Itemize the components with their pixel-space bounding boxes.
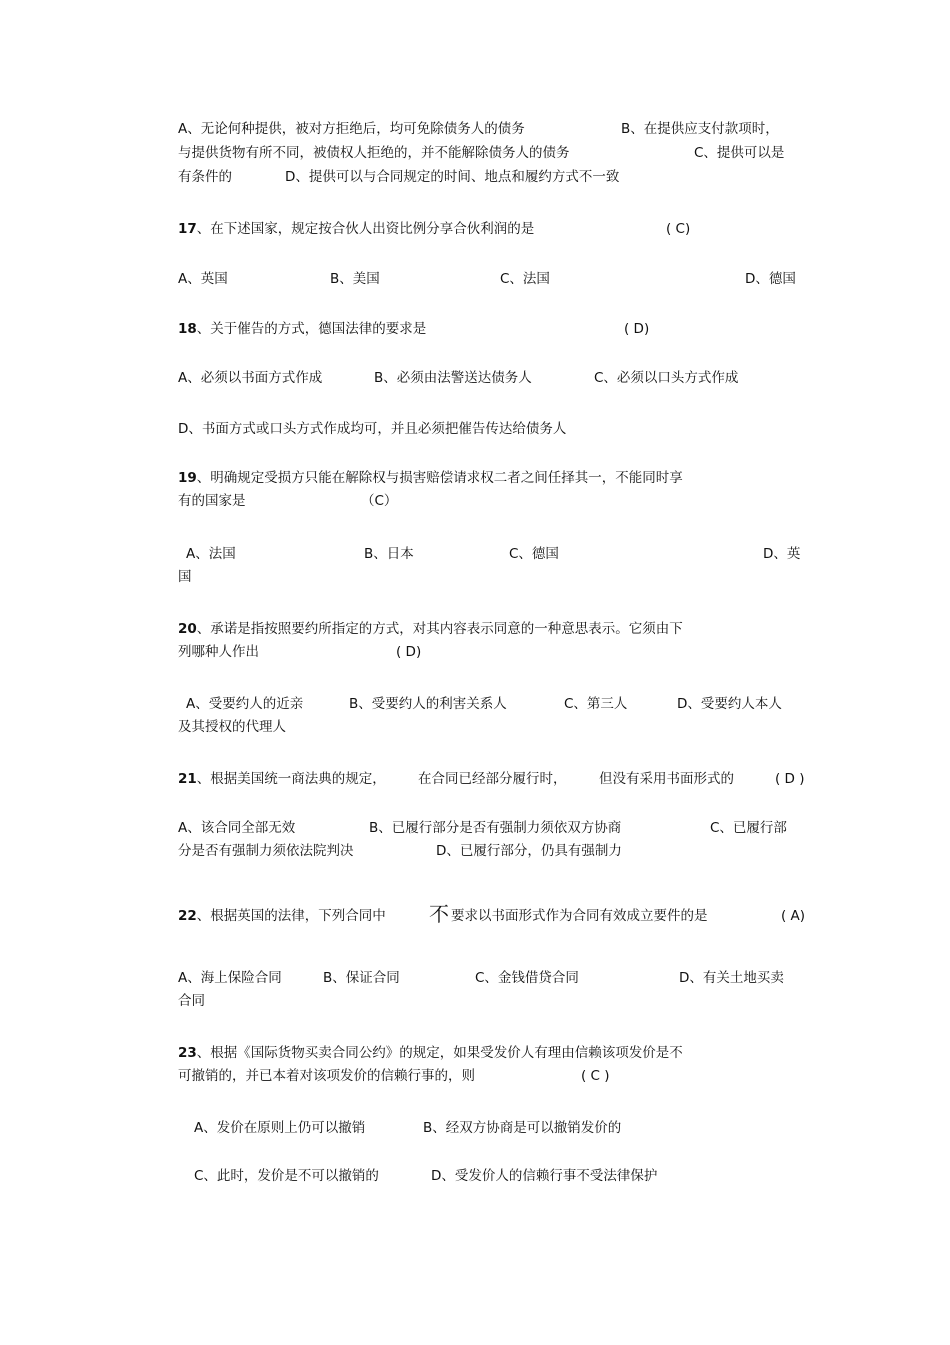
answer-label: ( D ): [775, 771, 805, 787]
option-b: B、必须由法警送达债务人: [374, 370, 532, 386]
option-d: D、有关土地买卖: [679, 970, 784, 986]
q16-option-line: [178, 166, 620, 189]
option-d: D、德国: [745, 271, 796, 287]
option-c: C、已履行部: [710, 820, 787, 836]
option-a: A、该合同全部无效: [178, 820, 296, 836]
option-a: A、海上保险合同: [178, 970, 282, 986]
option-c: C、此时，发价是不可以撤销的: [194, 1168, 379, 1184]
question-text: 、关于催告的方式，德国法律的要求是: [196, 321, 427, 337]
q16-option-a: A、无论何种提供，被对方拒绝后，均可免除债务人的债务: [178, 121, 525, 137]
option-d-cont: 合同: [178, 993, 205, 1009]
option-c: C、金钱借贷合同: [475, 970, 579, 986]
emphasized-character: 不: [429, 902, 449, 926]
answer-label: ( D): [624, 321, 650, 337]
option-b: B、经双方协商是可以撤销发价的: [423, 1120, 622, 1136]
question-21: [178, 768, 805, 791]
q20-option-d-cont: [178, 716, 286, 739]
option-b: B、已履行部分是否有强制力须依双方协商: [369, 820, 622, 836]
option-b: B、美国: [330, 271, 380, 287]
answer-label: （C）: [361, 493, 398, 509]
q16-option-c-cont: 有条件的: [178, 169, 232, 185]
question-text: 但没有采用书面形式的: [599, 771, 734, 787]
option-a: A、英国: [178, 271, 228, 287]
question-22: [178, 902, 806, 928]
question-text: 列哪种人作出: [178, 644, 259, 660]
option-d: D、书面方式或口头方式作成均可，并且必须把催告传达给债务人: [178, 421, 567, 437]
question-number: 23: [178, 1045, 197, 1061]
question-23-cont: [178, 1065, 610, 1088]
option-d: D、受发价人的信赖行事不受法律保护: [431, 1168, 658, 1184]
option-b: B、日本: [364, 546, 414, 562]
question-number: 19: [178, 470, 197, 486]
question-23: [178, 1042, 683, 1065]
option-c: C、法国: [500, 271, 550, 287]
question-text: 可撤销的，并已本着对该项发价的信赖行事的，则: [178, 1068, 475, 1084]
question-text: 要求以书面形式作为合同有效成立要件的是: [451, 908, 708, 924]
answer-label: ( D): [396, 644, 422, 660]
option-a: A、必须以书面方式作成: [178, 370, 323, 386]
question-text: 有的国家是: [178, 493, 246, 509]
option-d: D、已履行部分，仍具有强制力: [436, 843, 622, 859]
option-a: A、法国: [186, 546, 236, 562]
option-a: A、发价在原则上仍可以撤销: [194, 1120, 366, 1136]
question-number: 21: [178, 771, 197, 787]
question-number: 20: [178, 621, 197, 637]
question-20: [178, 618, 683, 641]
option-c-cont: 分是否有强制力须依法院判决: [178, 843, 354, 859]
q21-options-cont: [178, 840, 622, 863]
option-b: B、受要约人的利害关系人: [349, 696, 507, 712]
question-19-cont: [178, 490, 398, 513]
question-text: 在合同已经部分履行时，: [418, 771, 567, 787]
question-18: [178, 318, 650, 341]
q21-options: [178, 817, 787, 840]
q16-option-b-cont: 与提供货物有所不同，被债权人拒绝的，并不能解除债务人的债务: [178, 145, 570, 161]
q19-option-d-cont: [178, 566, 192, 589]
option-c: C、必须以口头方式作成: [594, 370, 739, 386]
q18-option-d: [178, 418, 566, 441]
q22-option-d-cont: [178, 990, 205, 1013]
question-number: 18: [178, 321, 197, 337]
question-text: 、根据《国际货物买卖合同公约》的规定，如果受发价人有理由信赖该项发价是不: [196, 1045, 683, 1061]
option-d: D、英: [763, 546, 801, 562]
answer-label: ( C ): [581, 1068, 610, 1084]
answer-label: ( A): [781, 908, 806, 924]
question-number: 22: [178, 908, 197, 924]
question-20-cont: [178, 641, 422, 664]
option-a: A、受要约人的近亲: [186, 696, 304, 712]
q16-option-line: [178, 118, 779, 141]
q17-options: [178, 268, 796, 291]
answer-label: ( C): [666, 221, 691, 237]
question-text: 、承诺是指按照要约所指定的方式，对其内容表示同意的一种意思表示。它须由下: [196, 621, 683, 637]
option-c: C、德国: [509, 546, 559, 562]
question-19: [178, 467, 683, 490]
question-text: 、根据英国的法律，下列合同中: [196, 908, 386, 924]
option-c: C、第三人: [564, 696, 628, 712]
option-d-cont: 及其授权的代理人: [178, 719, 286, 735]
option-d: D、受要约人本人: [677, 696, 782, 712]
q16-option-c: C、提供可以是: [694, 145, 785, 161]
q16-option-line: [178, 142, 785, 165]
question-text: 、在下述国家，规定按合伙人出资比例分享合伙利润的是: [196, 221, 535, 237]
q22-options: [178, 967, 784, 990]
question-number: 17: [178, 221, 197, 237]
q18-options: [178, 367, 739, 390]
option-d-cont: 国: [178, 569, 192, 585]
question-17: [178, 218, 691, 241]
question-text: 、明确规定受损方只能在解除权与损害赔偿请求权二者之间任择其一，不能同时享: [196, 470, 683, 486]
question-text: 、根据美国统一商法典的规定，: [196, 771, 386, 787]
option-b: B、保证合同: [323, 970, 400, 986]
q16-option-d: D、提供可以与合同规定的时间、地点和履约方式不一致: [285, 169, 620, 185]
q16-option-b: B、在提供应支付款项时，: [621, 121, 779, 137]
